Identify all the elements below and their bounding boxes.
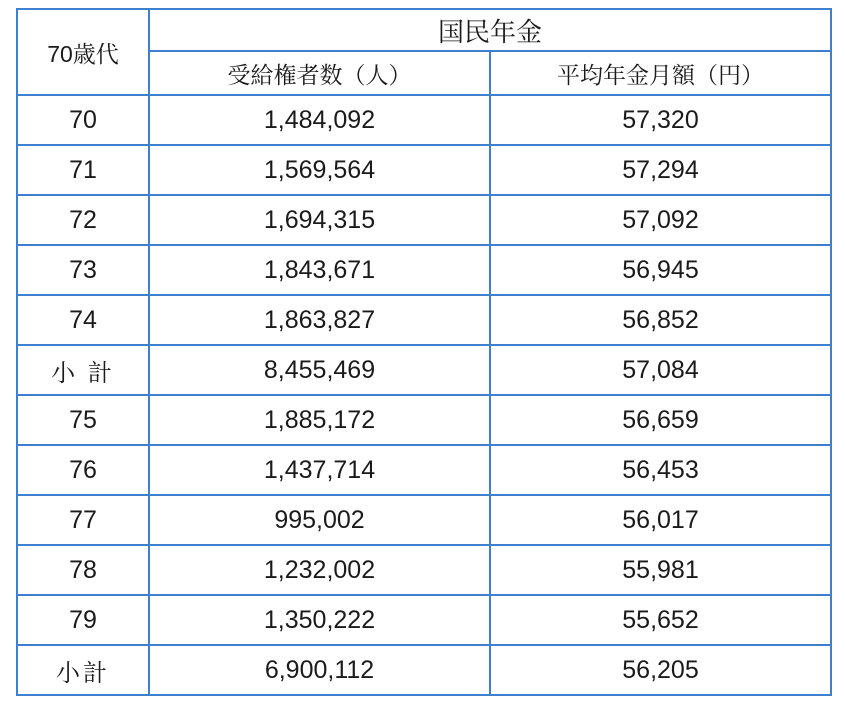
table-row	[17, 545, 831, 595]
table-header	[17, 9, 831, 95]
cell-age: 74	[17, 295, 149, 345]
cell-recipients: 1,437,714	[149, 445, 490, 495]
header-group-title: 国民年金	[149, 9, 831, 51]
cell-recipients: 1,484,092	[149, 95, 490, 145]
table-row	[17, 95, 831, 145]
cell-average: 56,945	[490, 245, 831, 295]
cell-age: 小計	[17, 645, 149, 695]
cell-age: 73	[17, 245, 149, 295]
cell-age: 78	[17, 545, 149, 595]
cell-recipients: 1,232,002	[149, 545, 490, 595]
table-row	[17, 495, 831, 545]
header-age-group: 70歳代	[17, 9, 149, 95]
table-row	[17, 445, 831, 495]
pension-table	[16, 8, 832, 696]
table-row	[17, 245, 831, 295]
table-row	[17, 195, 831, 245]
cell-recipients: 8,455,469	[149, 345, 490, 395]
cell-age: 70	[17, 95, 149, 145]
table-row	[17, 295, 831, 345]
cell-age: 79	[17, 595, 149, 645]
header-column-average: 平均年金月額（円）	[490, 51, 831, 95]
cell-average: 57,294	[490, 145, 831, 195]
table-row-subtotal	[17, 645, 831, 695]
header-column-recipients: 受給権者数（人）	[149, 51, 490, 95]
table-row	[17, 395, 831, 445]
cell-recipients: 1,885,172	[149, 395, 490, 445]
cell-age: 72	[17, 195, 149, 245]
cell-average: 55,981	[490, 545, 831, 595]
cell-age: 77	[17, 495, 149, 545]
cell-recipients: 6,900,112	[149, 645, 490, 695]
table-row	[17, 595, 831, 645]
cell-average: 56,659	[490, 395, 831, 445]
header-row-top	[17, 9, 831, 51]
table-body	[17, 95, 831, 695]
cell-recipients: 1,350,222	[149, 595, 490, 645]
cell-age: 76	[17, 445, 149, 495]
cell-recipients: 995,002	[149, 495, 490, 545]
cell-age: 71	[17, 145, 149, 195]
cell-average: 57,320	[490, 95, 831, 145]
cell-average: 56,205	[490, 645, 831, 695]
table-row-subtotal	[17, 345, 831, 395]
cell-average: 57,084	[490, 345, 831, 395]
cell-recipients: 1,569,564	[149, 145, 490, 195]
cell-average: 57,092	[490, 195, 831, 245]
cell-age: 小 計	[17, 345, 149, 395]
table-row	[17, 145, 831, 195]
cell-recipients: 1,843,671	[149, 245, 490, 295]
cell-average: 56,453	[490, 445, 831, 495]
cell-recipients: 1,694,315	[149, 195, 490, 245]
cell-average: 56,017	[490, 495, 831, 545]
cell-average: 56,852	[490, 295, 831, 345]
cell-age: 75	[17, 395, 149, 445]
cell-recipients: 1,863,827	[149, 295, 490, 345]
cell-average: 55,652	[490, 595, 831, 645]
